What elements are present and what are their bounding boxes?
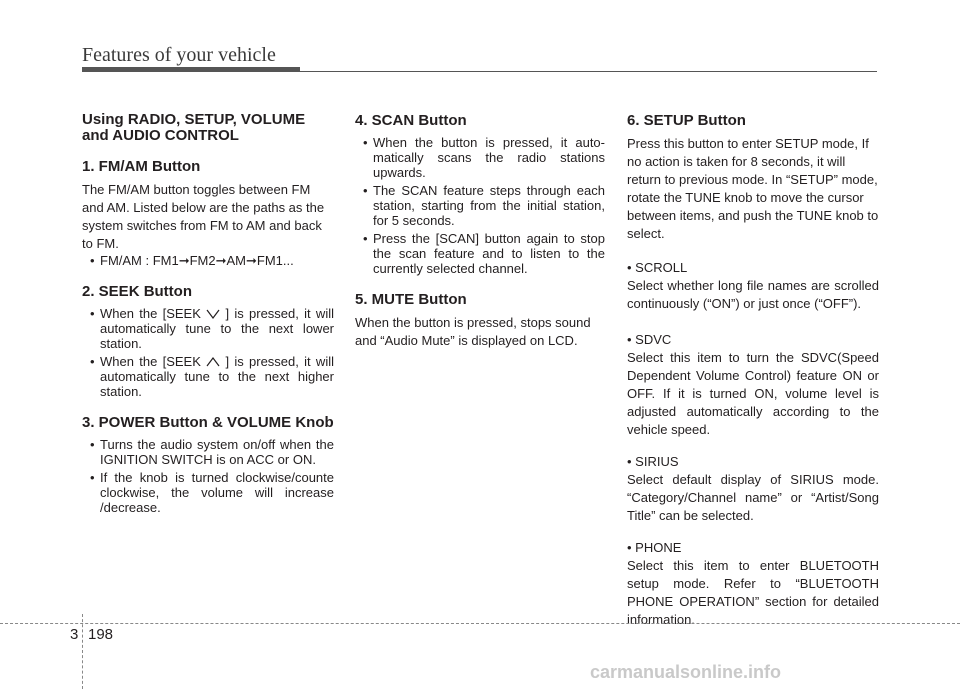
section-heading-seek: 2. SEEK Button: [82, 283, 193, 300]
mute-description: When the button is pressed, stops sound and “Audio Mute” is displayed on LCD.: [355, 315, 591, 348]
scan-item-2: • The SCAN feature steps through each station, starting from the initial station, for 5 seconds.: [355, 183, 605, 228]
setup-item-scroll-label: • SCROLL: [627, 260, 688, 275]
page-header-title: Features of your vehicle: [82, 44, 276, 66]
scan-list: [355, 135, 605, 276]
column-left: [82, 112, 334, 518]
power-item: • Turns the audio system on/off when the IGNITION SWITCH is on ACC or ON.: [82, 437, 334, 467]
setup-item-phone-text: Select this item to enter BLUETOOTH setup mode. Refer to “BLUETOOTH PHONE OPERATION” section for detailed information.: [627, 558, 879, 627]
seek-down-item: • When the [SEEK ] is pressed, it will automatically tune to the next lower station.: [82, 306, 334, 351]
fm-am-list: [82, 253, 334, 268]
section-heading-mute: 5. MUTE Button: [355, 291, 467, 308]
setup-item-sdvc-label: • SDVC: [627, 332, 672, 347]
seek-list: [82, 306, 334, 399]
section-heading-power-volume: 3. POWER Button & VOLUME Knob: [82, 414, 334, 431]
main-heading: Using RADIO, SETUP, VOLUME and AUDIO CONTROL: [82, 111, 306, 144]
page-number: 198: [88, 626, 114, 643]
section-number: 3: [70, 626, 79, 643]
setup-item-phone-label: • PHONE: [627, 540, 682, 555]
section-heading-fm-am: 1. FM/AM Button: [82, 158, 201, 175]
fm-am-description: The FM/AM button toggles between FM and AM. Listed below are the paths as the system switches from FM to AM and back to FM.: [82, 182, 325, 251]
scan-item-3: • Press the [SCAN] button again to stop the scan feature and to listen to the currently selected channel.: [355, 231, 605, 276]
setup-item-sirius-text: Select default display of SIRIUS mode. “Category/Channel name” or “Artist/Song Title” can be selected.: [627, 472, 879, 523]
section-heading-setup: 6. SETUP Button: [627, 112, 746, 129]
footer-dashed-divider: [82, 614, 84, 689]
setup-item-scroll-text: Select whether long file names are scrolled continuously (“ON”) or just once (“OFF”).: [627, 278, 879, 311]
column-middle: [355, 112, 605, 350]
scan-item-1: • When the button is pressed, it auto-matically scans the radio stations upwards.: [355, 135, 605, 180]
setup-description: Press this button to enter SETUP mode, If no action is taken for 8 seconds, it will return to previous mode. In “SETUP” mode, rotate the TUNE knob to move the cursor between items, and push the TUNE knob to select.: [627, 136, 879, 241]
footer-dashed-rule: [0, 623, 960, 624]
chevron-down-icon: [206, 309, 220, 319]
setup-item-sdvc-text: Select this item to turn the SDVC(Speed Dependent Volume Control) feature ON or OFF. If it is turned ON, volume level is adjusted automatically according to the vehicle speed.: [627, 350, 879, 437]
header-rule: [82, 71, 877, 72]
volume-item: • If the knob is turned clockwise/counte clockwise, the volume will increase /decrease.: [82, 470, 334, 515]
setup-item-sirius-label: • SIRIUS: [627, 454, 679, 469]
fm-am-path-item: • FM/AM : FM1➞FM2➞AM➞FM1...: [82, 253, 334, 268]
column-right: [627, 112, 879, 629]
chevron-up-icon: [206, 357, 220, 367]
seek-up-item: • When the [SEEK ] is pressed, it will automatically tune to the next higher station.: [82, 354, 334, 399]
section-heading-scan: 4. SCAN Button: [355, 112, 467, 129]
power-volume-list: [82, 437, 334, 515]
watermark: carmanualsonline.info: [590, 662, 782, 682]
